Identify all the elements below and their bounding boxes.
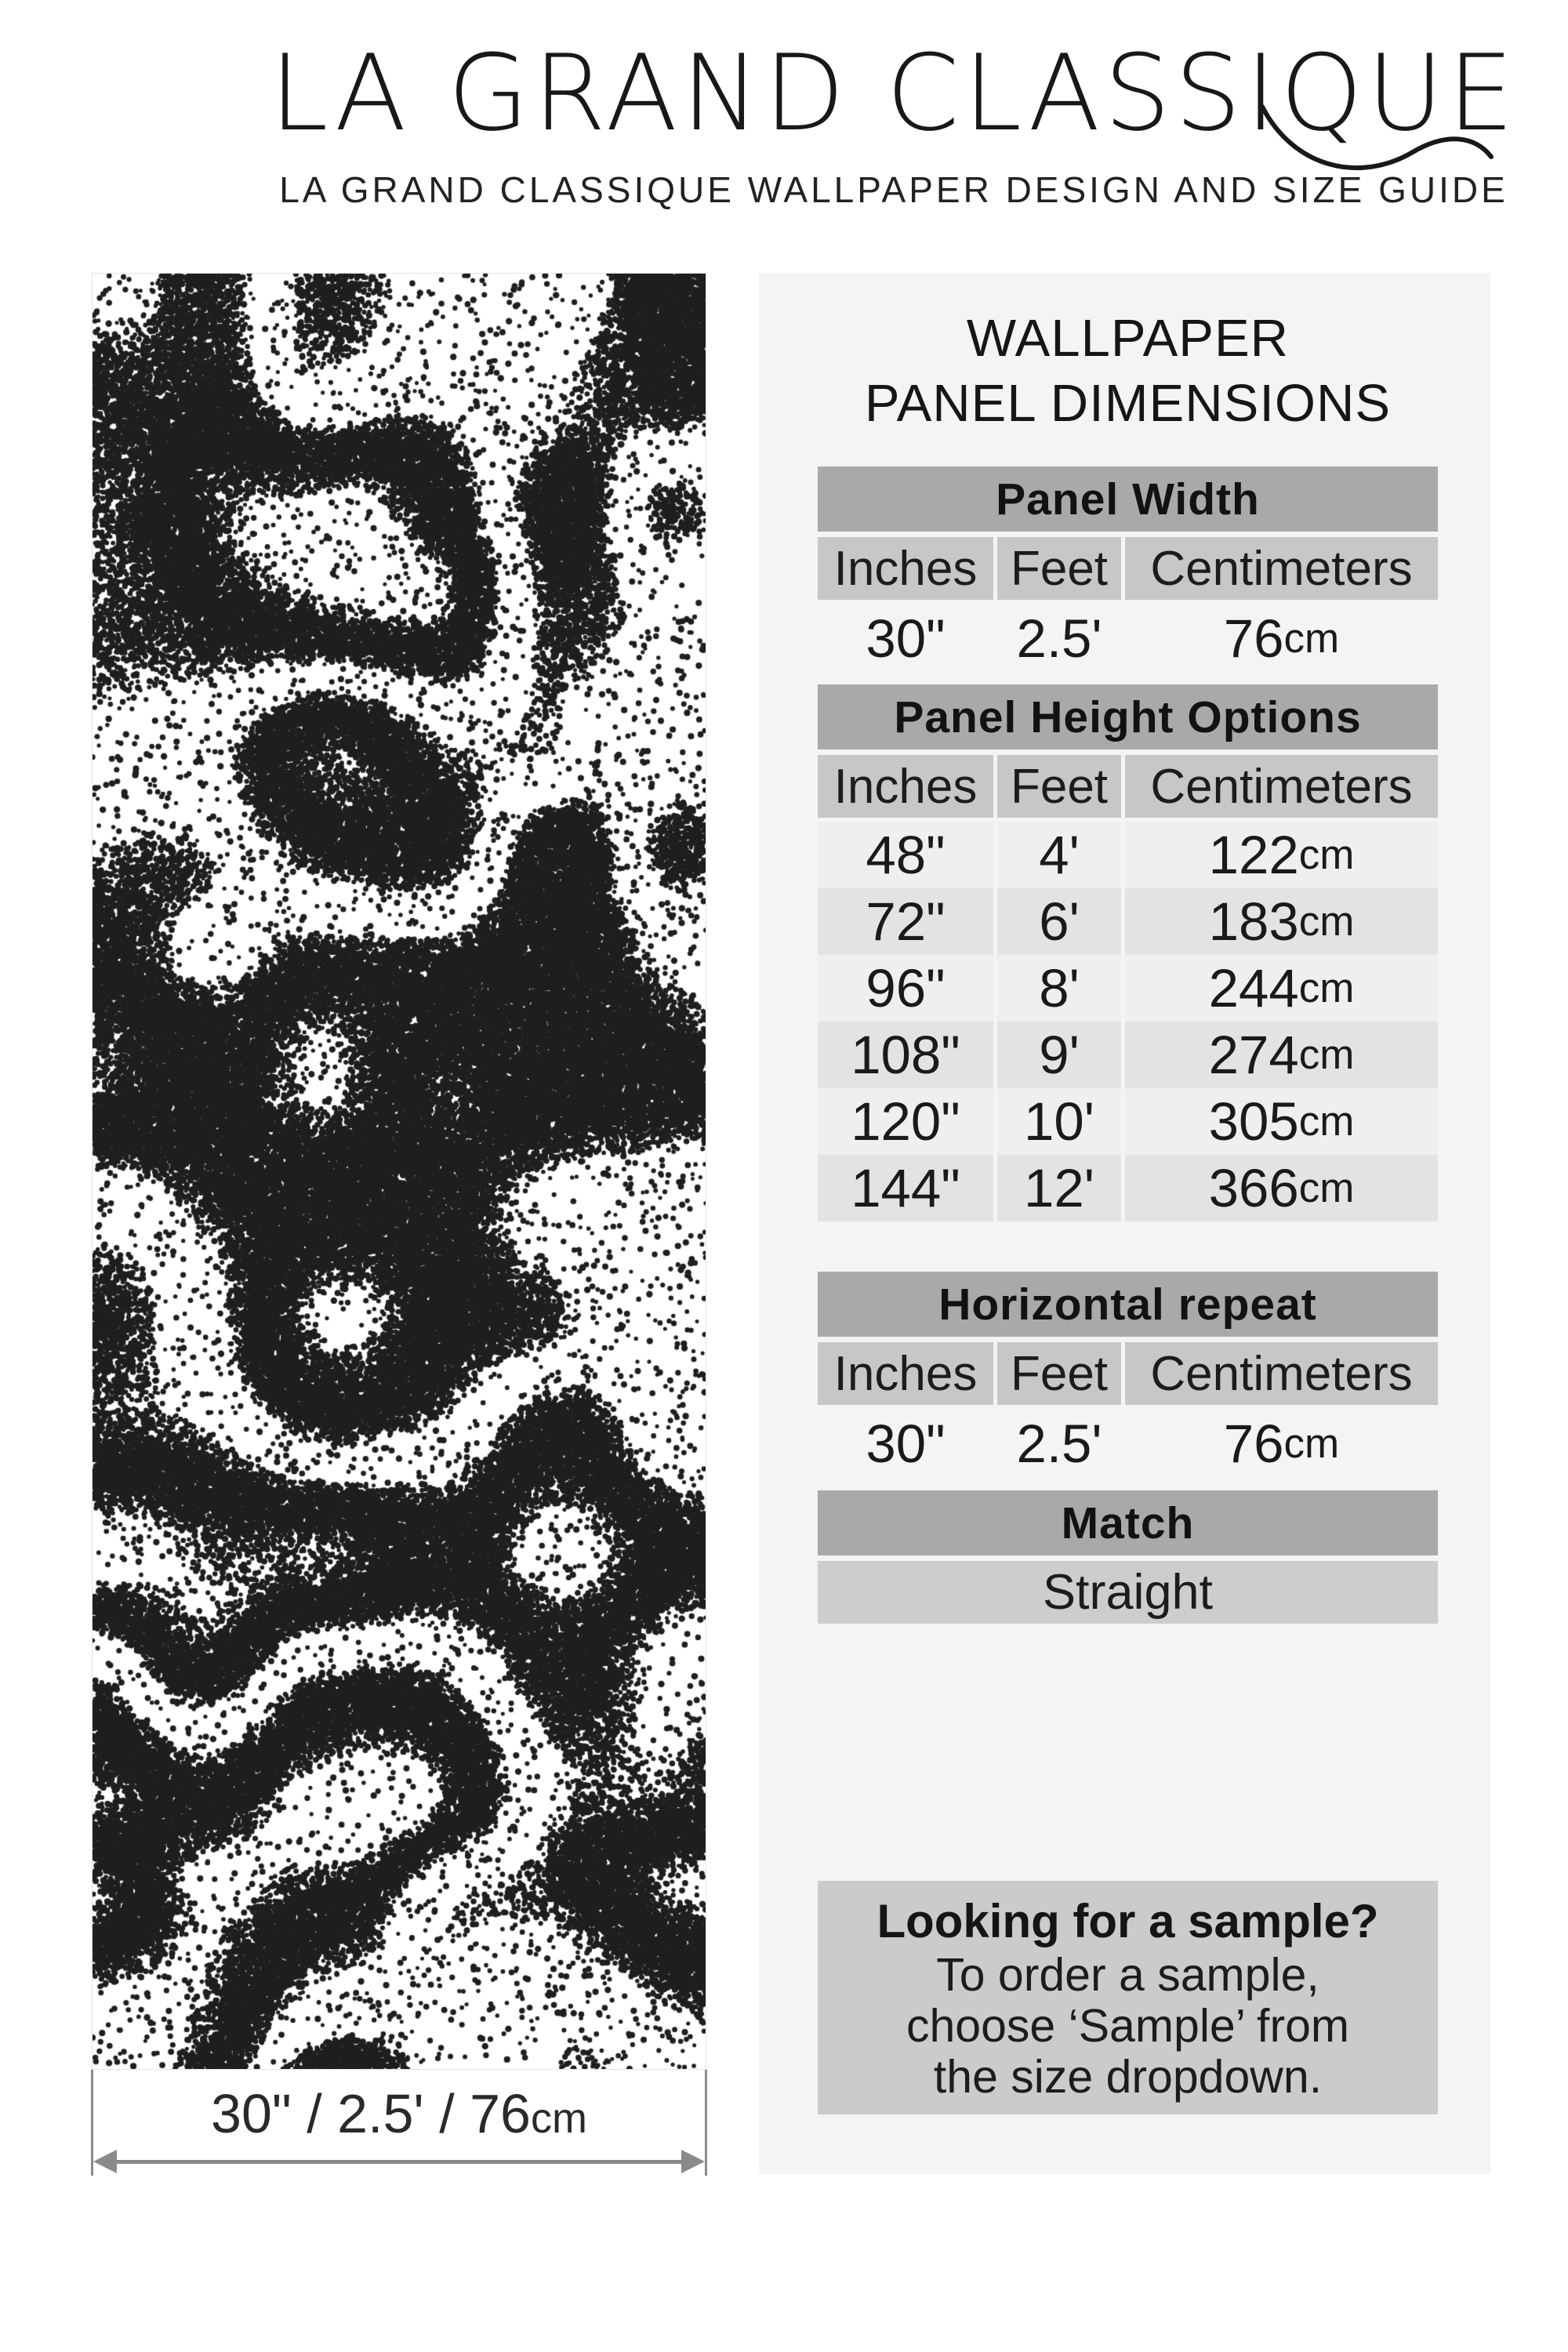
value-cell-feet: 10': [997, 1088, 1121, 1155]
column-header-row: [818, 537, 1438, 600]
horizontal-repeat-row: [818, 1410, 1438, 1477]
height-option-row: [818, 1155, 1438, 1221]
arrow-right-head-icon: [681, 2150, 705, 2173]
value-cell-cm: [1125, 1410, 1438, 1477]
panel-width-row: [818, 605, 1438, 672]
value-cell-inches: 30": [866, 1414, 946, 1474]
column-header-centimeters: Centimeters: [1125, 1342, 1438, 1405]
value-cell-cm: [1125, 605, 1438, 672]
cm-unit: cm: [1283, 1421, 1340, 1467]
sample-line: To order a sample,: [936, 1949, 1319, 2001]
value-cell-feet: 4': [997, 822, 1121, 888]
cm-value: 76: [1223, 1414, 1284, 1474]
dimension-label: [92, 2082, 706, 2145]
panel-heading: [818, 306, 1438, 436]
dimension-label-unit: cm: [530, 2095, 587, 2142]
column-header-feet: Feet: [997, 1342, 1121, 1405]
column-header-feet: Feet: [997, 755, 1121, 818]
column-header-row: [818, 1342, 1438, 1405]
cm-value: 366: [1208, 1158, 1299, 1218]
column-header-inches: Inches: [818, 755, 993, 818]
value-cell-cm: [1125, 1155, 1438, 1221]
panel-heading-line1: WALLPAPER: [966, 309, 1290, 368]
value-cell-feet: 2.5': [1016, 608, 1102, 669]
value-cell-inches: 72": [818, 888, 993, 955]
spec-panel: [759, 273, 1490, 2174]
value-cell-cm: [1125, 1022, 1438, 1088]
dimension-label-value: 30" / 2.5' / 76: [211, 2083, 531, 2144]
wallpaper-pattern-canvas: [93, 274, 706, 2069]
sample-info-box: [818, 1881, 1438, 2114]
value-cell-inches: 120": [818, 1088, 993, 1155]
cm-value: 122: [1208, 825, 1299, 885]
value-cell-cm: [1125, 955, 1438, 1022]
sample-title: Looking for a sample?: [877, 1895, 1379, 1947]
cm-value: 274: [1208, 1025, 1299, 1085]
brand-subtitle: LA GRAND CLASSIQUE WALLPAPER DESIGN AND SIZE GUIDE: [279, 169, 1508, 210]
section-header-panel-height: Panel Height Options: [818, 684, 1438, 750]
column-header-feet: Feet: [997, 537, 1121, 600]
cm-unit: cm: [1298, 965, 1355, 1011]
sample-line: choose ‘Sample’ from: [906, 2000, 1350, 2052]
column-header-row: [818, 755, 1438, 818]
cm-value: 244: [1208, 958, 1299, 1018]
value-cell-inches: 108": [818, 1022, 993, 1088]
cm-value: 305: [1208, 1091, 1299, 1152]
value-cell-cm: [1125, 822, 1438, 888]
arrow-shaft: [111, 2160, 688, 2164]
value-cell-feet: 2.5': [1016, 1414, 1102, 1474]
height-option-row: [818, 955, 1438, 1022]
section-header-panel-width: Panel Width: [818, 466, 1438, 532]
value-cell-cm: [1125, 1088, 1438, 1155]
cm-value: 76: [1223, 608, 1284, 669]
value-cell-inches: 144": [818, 1155, 993, 1221]
dimension-arrow: [92, 2150, 706, 2173]
height-option-row: [818, 1022, 1438, 1088]
value-cell-feet: 9': [997, 1022, 1121, 1088]
column-header-centimeters: Centimeters: [1125, 755, 1438, 818]
cm-unit: cm: [1298, 1098, 1355, 1145]
column-header-inches: Inches: [818, 1342, 993, 1405]
value-cell-cm: [1125, 888, 1438, 955]
column-header-centimeters: Centimeters: [1125, 537, 1438, 600]
section-header-horizontal-repeat: Horizontal repeat: [818, 1272, 1438, 1337]
brand-title: LA GRAND CLASSIQUE: [269, 32, 1518, 154]
value-cell-feet: 6': [997, 888, 1121, 955]
cm-unit: cm: [1283, 615, 1340, 662]
cm-unit: cm: [1298, 1165, 1355, 1211]
cm-unit: cm: [1298, 898, 1355, 945]
height-option-row: [818, 822, 1438, 888]
value-cell-inches: 30": [866, 608, 946, 669]
match-value: Straight: [818, 1561, 1438, 1624]
value-cell-feet: 8': [997, 955, 1121, 1022]
panel-heading-line2: PANEL DIMENSIONS: [864, 374, 1392, 433]
value-cell-inches: 96": [818, 955, 993, 1022]
cm-unit: cm: [1298, 1032, 1355, 1078]
height-option-row: [818, 1088, 1438, 1155]
value-cell-feet: 12': [997, 1155, 1121, 1221]
column-header-inches: Inches: [818, 537, 993, 600]
cm-value: 183: [1208, 891, 1299, 952]
section-header-match: Match: [818, 1490, 1438, 1555]
wallpaper-swatch: [92, 273, 706, 2070]
height-option-row: [818, 888, 1438, 955]
sample-line: the size dropdown.: [933, 2051, 1323, 2103]
cm-unit: cm: [1298, 832, 1355, 878]
value-cell-inches: 48": [818, 822, 993, 888]
